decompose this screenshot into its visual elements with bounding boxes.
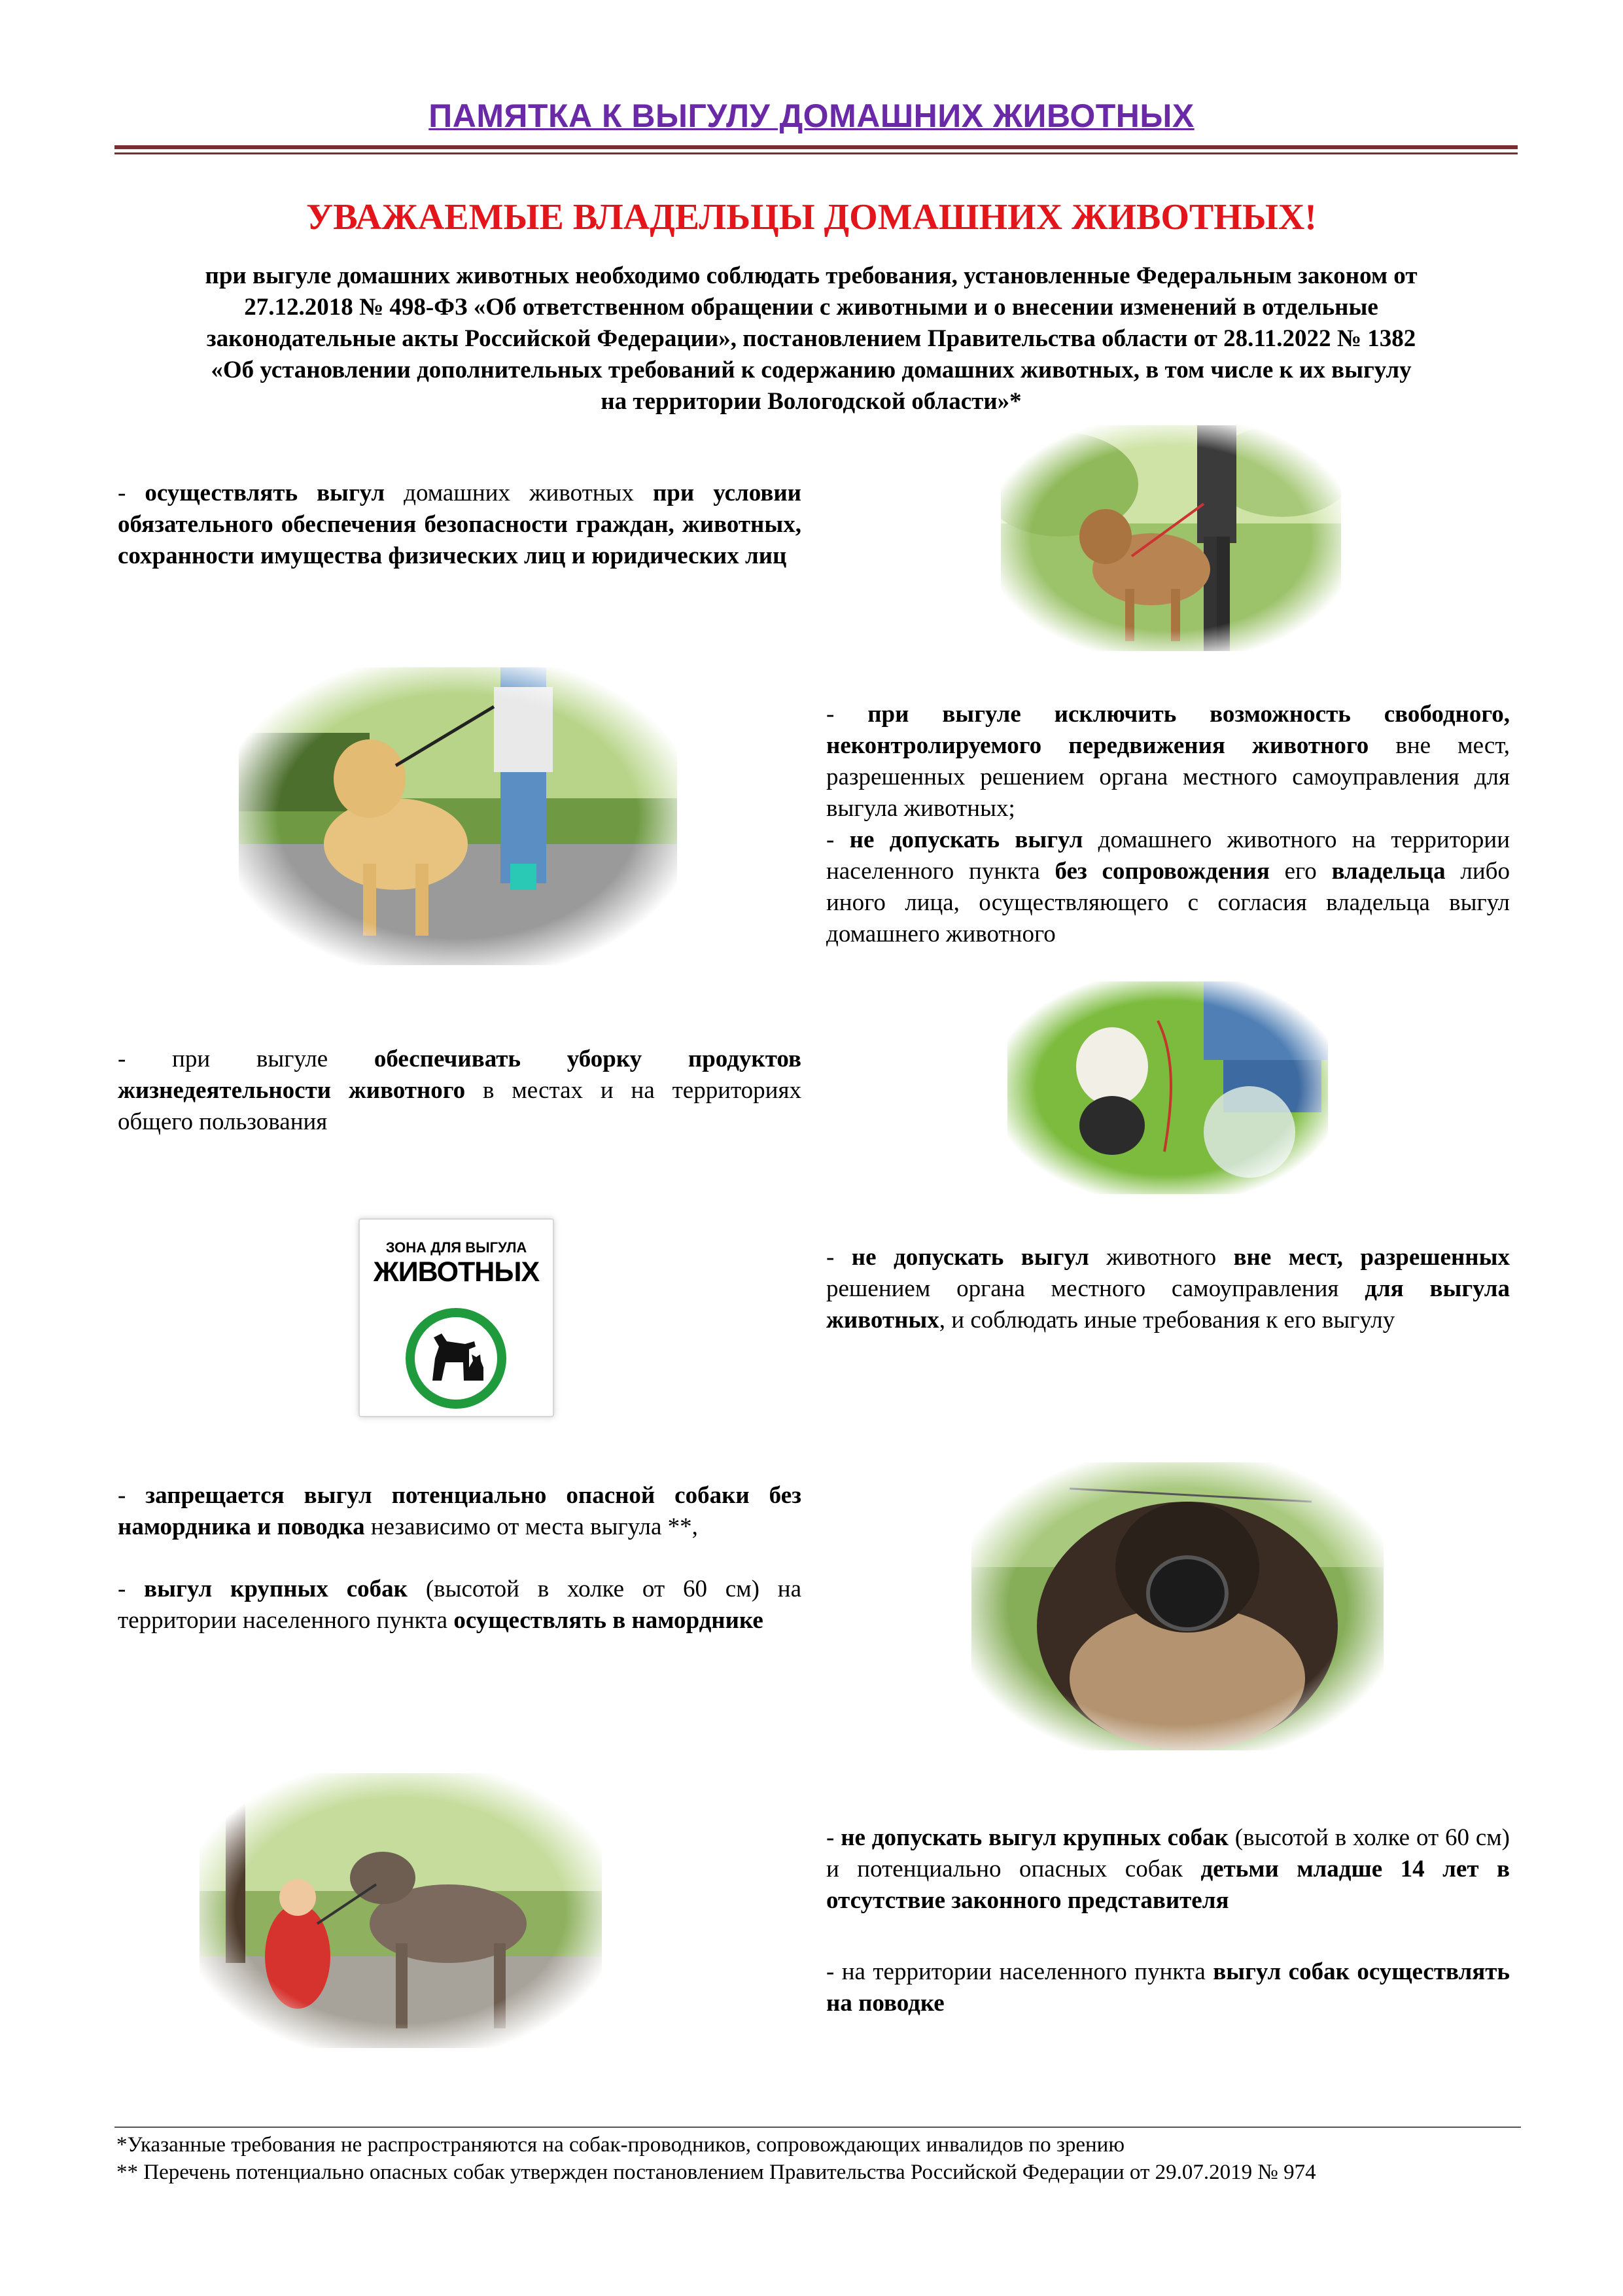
rule-text-bold: обеспечивать уборку продуктов жизнедеятельности животного [118,1046,801,1104]
rule-text: , и соблюдать иные требования к его выгулу [939,1307,1395,1333]
rule-text: - при выгуле [118,1046,374,1072]
rule-text: - [118,1576,145,1602]
rule-text: либо иного лица, осуществляющего с согласия владельца выгул домашнего животного [826,858,1510,947]
rule-text-bold: осуществлять выгул [145,480,385,506]
rule-text: домашних животных [385,480,653,506]
photo-child-with-great-dane [200,1773,602,2048]
sign-line-2: ЖИВОТНЫХ [373,1256,540,1288]
dog-cat-icon [401,1303,511,1413]
page-title: ПАМЯТКА К ВЫГУЛУ ДОМАШНИХ ЖИВОТНЫХ [428,97,1195,134]
rule-text-bold: без сопровождения [1055,858,1270,885]
rule-text-bold: владельца [1331,858,1446,885]
rule-text: домашнего животного на территории населенного пункта [826,826,1510,885]
photo-labrador-walk [239,667,677,965]
sign-line-1: ЗОНА ДЛЯ ВЫГУЛА [385,1239,527,1256]
intro-line: на территории Вологодской области»* [601,388,1022,415]
rule-text-bold: при условии обязательного обеспечения безопасности граждан, животных, сохранности имущества физических лиц и юридических лиц [118,480,801,569]
rule-text: - [826,1824,841,1851]
rule-text: (высотой в холке от 60 см) и потенциально опасных собак [826,1824,1510,1882]
footnote-1: *Указанные требования не распространяются на собак-проводников, сопровождающих инвалидов по зрению [116,2133,1125,2157]
rule-text-bold: запрещается выгул потенциально опасной собаки без намордника и поводка [118,1482,801,1540]
rule-text-bold: осуществлять в наморднике [453,1607,763,1634]
rule-leash [826,1956,1510,2019]
intro-line: «Об установлении дополнительных требований к содержанию домашних животных, в том числе к их выгулу [211,357,1412,383]
rule-text: вне мест, разрешенных решением органа местного самоуправления для выгула животных; [826,732,1510,822]
salutation-heading: УВАЖАЕМЫЕ ВЛАДЕЛЬЦЫ ДОМАШНИХ ЖИВОТНЫХ! [306,197,1317,238]
rule-text-bold: для выгула животных [826,1275,1510,1333]
intro-paragraph [108,260,1514,417]
footnote-divider [114,2127,1521,2128]
rule-text: - [826,826,850,853]
photo-dog-cleanup [1007,981,1328,1194]
rule-designated-areas [826,1242,1510,1336]
rule-text: - [118,1482,146,1509]
rule-text: его [1269,858,1332,885]
rule-text: (высотой в холке от 60 см) на территории населенного пункта [118,1576,801,1634]
rule-text-bold: не допускать выгул крупных собак [841,1824,1229,1851]
rule-text: - [826,1244,852,1271]
rule-waste-cleanup [118,1044,801,1138]
rule-text: - [118,480,145,506]
rule-text-bold: не допускать выгул [849,826,1083,853]
rule-free-movement [826,699,1510,950]
rule-text: решением органа местного самоуправления [826,1275,1365,1302]
rule-text: в местах и на территориях общего пользования [118,1077,801,1135]
rule-text: - [826,701,868,728]
dog-zone-sign [358,1218,554,1417]
intro-line: 27.12.2018 № 498-ФЗ «Об ответственном обращении с животными и о внесении изменений в отдельные [244,294,1378,321]
photo-dog-in-muzzle [971,1462,1384,1750]
intro-line: законодательные акты Российской Федерации», постановлением Правительства области от 28.11.2022 № 1382 [206,325,1416,352]
rule-children-walking [826,1822,1510,1916]
rule-text-bold: выгул собак осуществлять на поводке [826,1958,1510,2017]
rule-text: животного [1089,1244,1234,1271]
rule-walk-safety [118,478,801,572]
rule-text: - на территории населенного пункта [826,1958,1213,1985]
rule-large-dogs-muzzle [118,1574,801,1636]
intro-line: при выгуле домашних животных необходимо соблюдать требования, установленные Федеральным законом от [205,262,1418,289]
photo-woman-with-shepherd [1001,425,1341,651]
header-divider-thick [114,145,1518,149]
header-divider-thin [114,152,1518,154]
rule-text-bold: при выгуле исключить возможность свободного, неконтролируемого передвижения животного [826,701,1510,759]
rule-text-bold: вне мест, разрешенных [1233,1244,1510,1271]
footnote-2: ** Перечень потенциально опасных собак утвержден постановлением Правительства Российской Федерации от 29.07.2019 № 974 [116,2161,1316,2184]
rule-text: независимо от места выгула **, [364,1513,698,1540]
rule-text-bold: выгул крупных собак [144,1576,408,1602]
rule-dangerous-dogs [118,1480,801,1543]
rule-text-bold: детьми младше 14 лет в отсутствие законного представителя [826,1856,1510,1914]
rule-text-bold: не допускать выгул [851,1244,1089,1271]
